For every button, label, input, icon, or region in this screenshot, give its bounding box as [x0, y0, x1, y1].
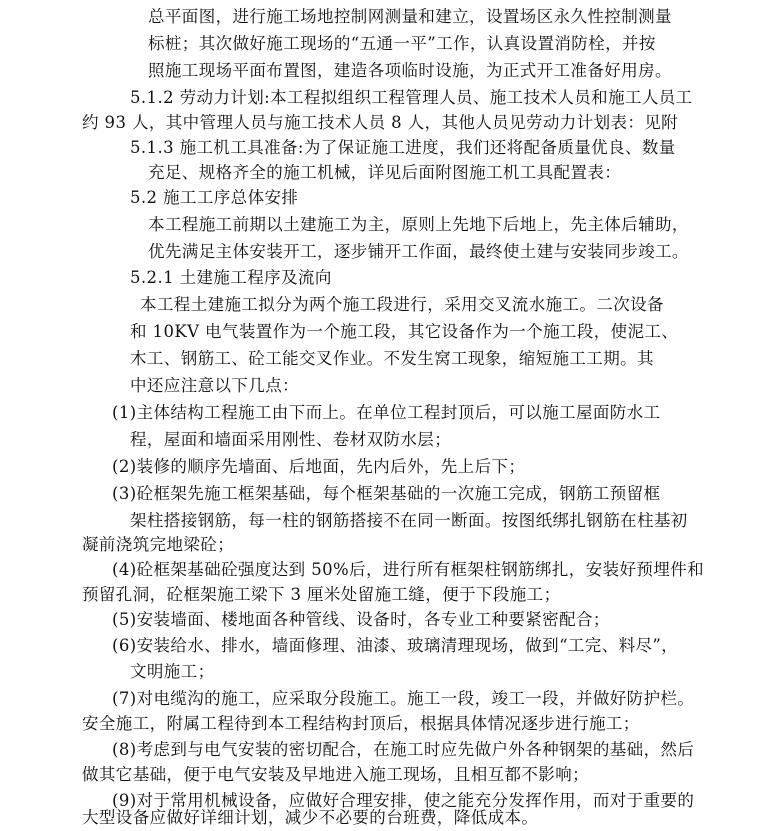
text-line: 5.1.2 劳动力计划:本工程拟组织工程管理人员、施工技术人员和施工人员工 — [130, 88, 693, 107]
text-line: 凝前浇筑完地梁砼； — [82, 535, 235, 554]
list-item: (5)安装墙面、楼地面各种管线、设备时，各专业工种要紧密配合； — [112, 610, 610, 629]
text-line: 充足、规格齐全的施工机械，详见后面附图施工机工具配置表： — [148, 163, 622, 182]
text-line: 木工、钢筋工、砼工能交叉作业。不发生窝工现象，缩短施工工期。其 — [130, 349, 654, 368]
list-item: (4)砼框架基础砼强度达到 50%后，进行所有框架柱钢筋绑扎，安装好预埋件和 — [112, 560, 704, 579]
text-line: 程，屋面和墙面采用刚性、卷材双防水层； — [130, 430, 452, 449]
text-line: 照施工现场平面布置图，建造各项临时设施，为正式开工准备好用房。 — [148, 61, 672, 80]
text-line: 安全施工，附属工程待到本工程结构封顶后，根据具体情况逐步进行施工； — [82, 714, 640, 733]
list-item: (9)对于常用机械设备，应做好合理安排，使之能充分发挥作用，而对于重要的 — [112, 791, 695, 810]
text-line: 约 93 人，其中管理人员与施工技术人员 8 人，其他人员见劳动力计划表：见附 — [82, 113, 679, 132]
text-line: 优先满足主体安装开工，逐步铺开工作面，最终使土建与安装同步竣工。 — [148, 242, 689, 261]
list-item: (6)安装给水、排水，墙面修理、油漆、玻璃清理现场，做到“工完、料尽”， — [112, 636, 679, 655]
text-line: 架柱搭接钢筋，每一柱的钢筋搭接不在同一断面。按图纸绑扎钢筋在柱基初 — [130, 511, 688, 530]
list-item: (7)对电缆沟的施工，应采取分段施工。施工一段，竣工一段，并做好防护栏。 — [112, 689, 695, 708]
text-line: 文明施工； — [130, 662, 215, 681]
text-line: 本工程施工前期以土建施工为主，原则上先地下后地上，先主体后辅助， — [148, 215, 689, 234]
list-item: (2)装修的顺序先墙面、后地面，先内后外，先上后下； — [112, 457, 526, 476]
text-line: 做其它基础，便于电气安装及早地进入施工现场，且相互都不影响； — [82, 765, 589, 784]
section-heading: 5.2.1 土建施工程序及流向 — [130, 268, 332, 287]
text-line: 5.1.3 施工机工具准备:为了保证施工进度，我们还将配备质量优良、数量 — [130, 138, 676, 157]
list-item: (8)考虑到与电气安装的密切配合，在施工时应先做户外各种钢架的基础，然后 — [112, 740, 695, 759]
list-item: (1)主体结构工程施工由下而上。在单位工程封顶后，可以施工屋面防水工 — [112, 403, 661, 422]
text-line: 标桩；其次做好施工现场的“五通一平”工作，认真设置消防栓，并按 — [148, 34, 656, 53]
text-line: 和 10KV 电气装置作为一个施工段，其它设备作为一个施工段，使泥工、 — [130, 322, 679, 341]
list-item: (3)砼框架先施工框架基础，每个框架基础的一次施工完成，钢筋工预留框 — [112, 484, 661, 503]
text-line: 中还应注意以下几点： — [130, 376, 299, 395]
text-line: 总平面图，进行施工场地控制网测量和建立，设置场区永久性控制测量 — [148, 7, 672, 26]
text-line: 大型设备应做好详细计划，减少不必要的台班费，降低成本。 — [82, 808, 539, 827]
section-heading: 5.2 施工工序总体安排 — [130, 188, 299, 207]
text-line: 本工程土建施工拟分为两个施工段进行，采用交叉流水施工。二次设备 — [140, 295, 664, 314]
text-line: 预留孔洞，砼框架施工梁下 3 厘米处留施工缝，便于下段施工； — [82, 585, 561, 604]
